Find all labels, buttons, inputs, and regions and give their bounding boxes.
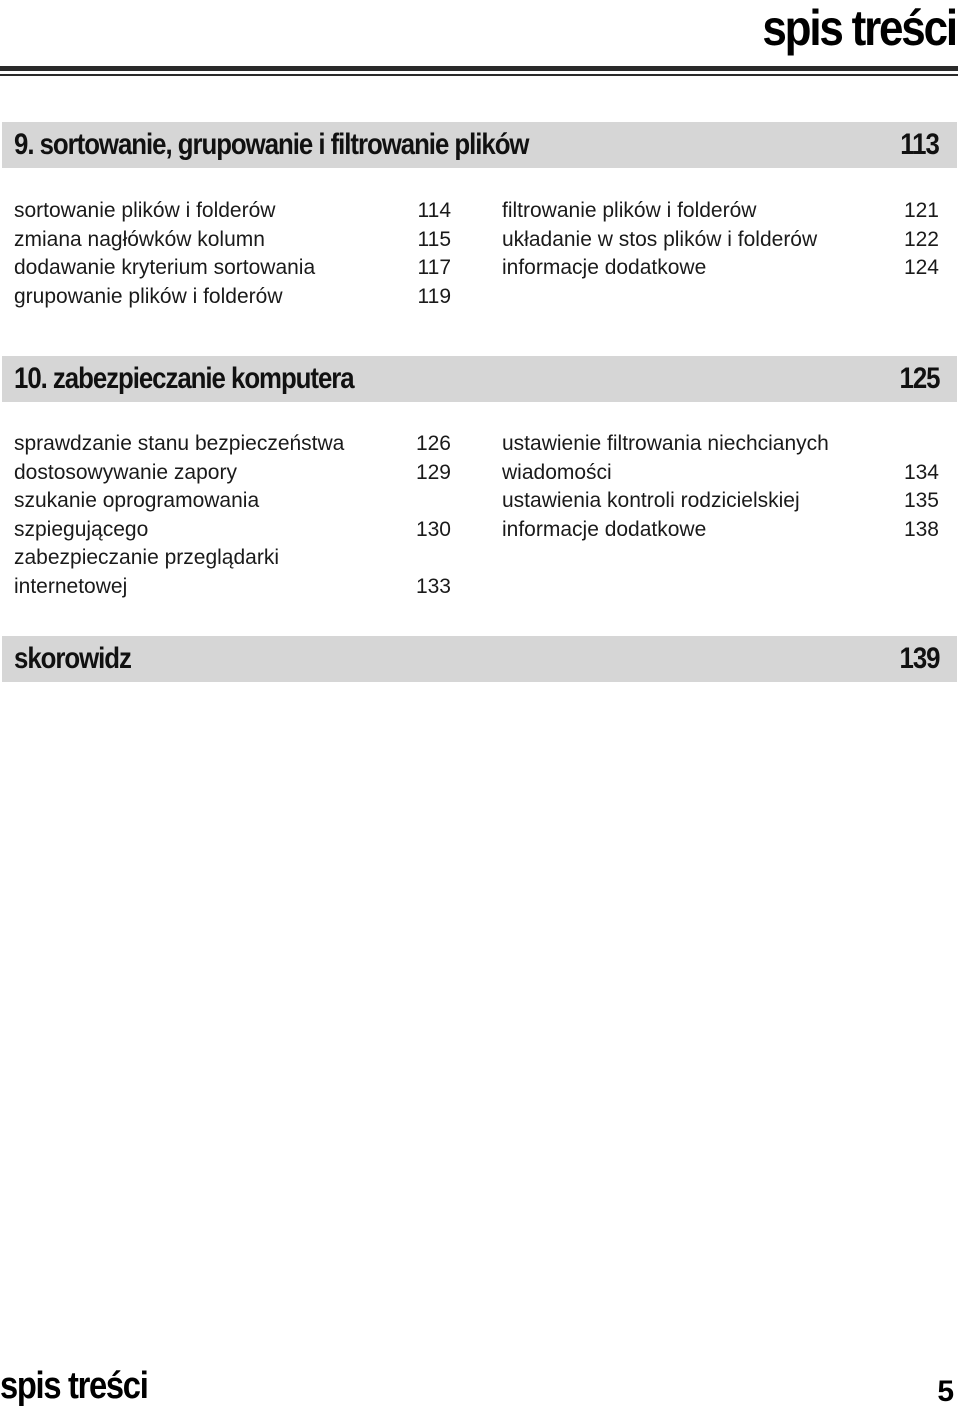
toc-entry-page: 134 (903, 460, 939, 484)
toc-entry-label: dostosowywanie zapory (14, 460, 237, 484)
toc-entry-page: 117 (417, 256, 451, 279)
footer-title: spis treści (0, 1365, 148, 1407)
toc-entry-page: 115 (417, 227, 451, 251)
toc-entry-page: 114 (417, 199, 451, 222)
toc-entry-label: zabezpieczanie przeglądarki internetowej (14, 546, 279, 598)
toc-entry-label: dodawanie kryterium sortowania (14, 256, 316, 279)
toc-entry-label: zmiana nagłówków kolumn (14, 227, 265, 251)
toc-entry-label: ustawienia kontroli rodzicielskiej (502, 489, 800, 512)
toc-entry-page: 138 (903, 517, 939, 541)
toc-entry-page: 119 (417, 284, 451, 308)
toc-entry[interactable] (502, 197, 939, 226)
toc-entry-label: informacje dodatkowe (502, 256, 707, 279)
chapter-9-left-column (14, 197, 451, 311)
header-rule-thin (0, 74, 958, 76)
toc-entry[interactable] (14, 544, 451, 601)
chapter-title: 9. sortowanie, grupowanie i filtrowanie plików (14, 128, 529, 161)
toc-entry-label: układanie w stos plików i folderów (502, 227, 818, 251)
toc-entry-page: 135 (903, 489, 939, 512)
chapter-heading-10[interactable] (2, 356, 957, 402)
toc-entry-page: 129 (415, 460, 451, 484)
toc-entry[interactable] (502, 254, 939, 283)
toc-entry[interactable] (14, 430, 451, 459)
chapter-heading-index[interactable] (2, 636, 957, 682)
toc-entry-label: grupowanie plików i folderów (14, 284, 283, 308)
chapter-heading-9[interactable] (2, 122, 957, 168)
toc-entry-label: szukanie oprogramowania szpiegującego (14, 489, 260, 541)
page-title: spis treści (762, 0, 956, 56)
toc-entry[interactable] (502, 226, 939, 255)
toc-entry-page: 126 (415, 432, 451, 455)
toc-entry-label: ustawienie filtrowania niechcianych wiadomości (502, 432, 829, 484)
toc-entry[interactable] (14, 254, 451, 283)
toc-entry[interactable] (14, 459, 451, 488)
toc-entry-label: filtrowanie plików i folderów (502, 199, 757, 222)
toc-entry[interactable] (14, 487, 451, 544)
chapter-10-right-column (502, 430, 939, 544)
chapter-10-left-column (14, 430, 451, 601)
toc-entry[interactable] (502, 516, 939, 545)
toc-entry-label: sortowanie plików i folderów (14, 199, 276, 222)
chapter-page-number: 113 (900, 128, 939, 161)
toc-entry[interactable] (14, 226, 451, 255)
toc-entry-label: sprawdzanie stanu bezpieczeństwa (14, 432, 345, 455)
toc-entry-page: 133 (415, 574, 451, 598)
chapter-title: 10. zabezpieczanie komputera (14, 362, 354, 395)
toc-entry-page: 130 (415, 517, 451, 541)
chapter-9-right-column (502, 197, 939, 283)
toc-entry[interactable] (502, 487, 939, 516)
toc-entry[interactable] (14, 283, 451, 312)
toc-entry-page: 122 (903, 227, 939, 251)
toc-entry-page: 121 (903, 199, 939, 222)
footer-page-number: 5 (937, 1375, 954, 1408)
toc-entry-label: informacje dodatkowe (502, 517, 707, 541)
chapter-title: skorowidz (14, 642, 131, 675)
toc-entry[interactable] (502, 430, 939, 487)
header-rule-thick (0, 66, 958, 71)
toc-entry[interactable] (14, 197, 451, 226)
chapter-page-number: 139 (899, 642, 939, 675)
chapter-page-number: 125 (899, 362, 939, 395)
toc-entry-page: 124 (903, 256, 939, 279)
